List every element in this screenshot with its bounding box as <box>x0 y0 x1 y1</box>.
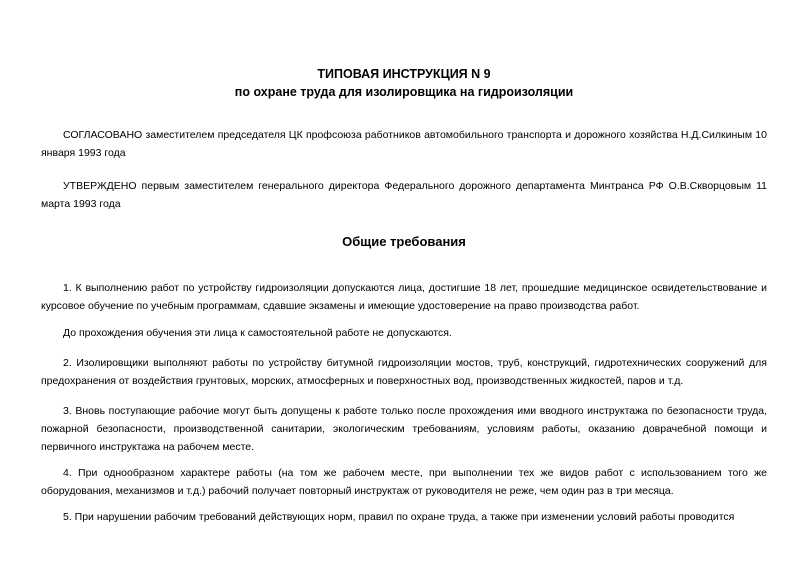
section-title: Общие требования <box>342 234 466 249</box>
document-subtitle: по охране труда для изолировщика на гидроизоляции <box>234 85 574 99</box>
approval-agreed: СОГЛАСОВАНО заместителем председателя ЦК профсоюза работников автомобильного транспорта и дорожного хозяйства Н.Д.Силкиным 10 января 1993 года <box>41 129 767 159</box>
paragraph-1-note: До прохождения обучения эти лица к самостоятельной работе не допускаются. <box>63 327 452 339</box>
paragraph-5: 5. При нарушении рабочим требований действующих норм, правил по охране труда, а также при изменении условий работы проводится <box>63 511 735 523</box>
paragraph-2: 2. Изолировщики выполняют работы по устройству битумной гидроизоляции мостов, труб, конструкций, гидротехнических сооружений для предохранения от воздействия грунтовых, морских, атмосферных и поверхностных вод, производственных жидкостей, паров и т.д. <box>41 357 767 387</box>
paragraph-1: 1. К выполнению работ по устройству гидроизоляции допускаются лица, достигшие 18 лет, прошедшие медицинское освидетельствование и курсовое обучение по учебным программам, сдавшие экзамены и имеющие удостоверение на право производства работ. <box>41 282 767 312</box>
approval-approved: УТВЕРЖДЕНО первым заместителем генерального директора Федерального дорожного департамента Минтранса РФ О.В.Скворцовым 11 марта 1993 года <box>41 180 767 210</box>
paragraph-4: 4. При однообразном характере работы (на том же рабочем месте, при выполнении тех же видов работ с использованием того же оборудования, механизмов и т.д.) рабочий получает повторный инструктаж от руководителя не реже, чем один раз в три месяца. <box>41 467 767 497</box>
paragraph-3: 3. Вновь поступающие рабочие могут быть допущены к работе только после прохождения ими вводного инструктажа по безопасности труда, пожарной безопасности, производственной санитарии, экологическим требованиям, условиям работы, оказанию доврачебной помощи и первичного инструктажа на рабочем месте. <box>41 405 767 453</box>
document-title: ТИПОВАЯ ИНСТРУКЦИЯ N 9 <box>317 67 491 81</box>
